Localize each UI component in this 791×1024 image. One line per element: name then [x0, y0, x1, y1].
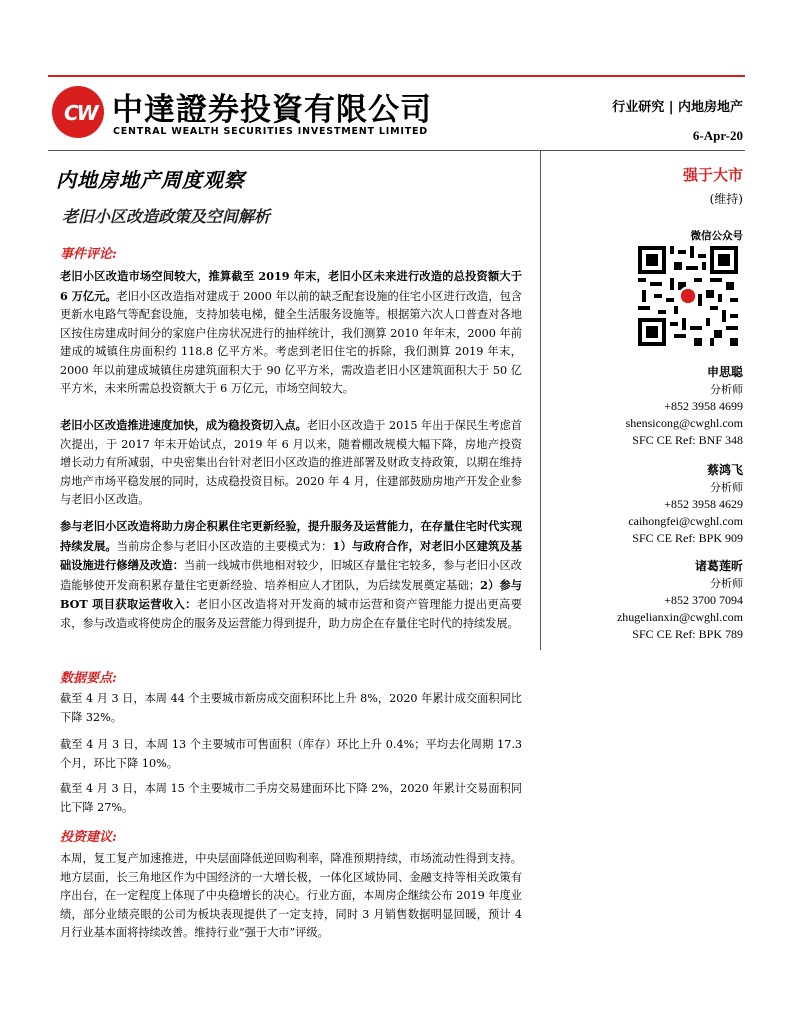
- event-p3-body-3: 老旧小区改造将对开发商的城市运营和资产管理能力提出更高要求，参与改造或将使房企的服务及运营能力得到提升，助力房企在存量住宅时代的持续发展。: [60, 598, 522, 630]
- header-divider: [48, 150, 745, 151]
- analyst-card: [617, 558, 743, 643]
- wechat-label: 微信公众号: [690, 230, 743, 242]
- analyst-name: 诸葛莲昕: [694, 559, 743, 573]
- header-top-rule: [48, 75, 745, 77]
- analyst-role: 分析师: [710, 577, 743, 590]
- section-heading-event: 事件评论:: [60, 247, 117, 262]
- rating-label: 强于大市: [682, 166, 743, 184]
- event-p1-body: 老旧小区改造指对建成于 2000 年以前的缺乏配套设施的住宅小区进行改造，包含更新水电路气等配套设施，支持加装电梯，健全生活服务设施等。根据第六次人口普查对各地区按住房建成时间分的家庭户住房状况进行的抽样统计，我们测算 2010 年年末，2000 年前建成的城镇住房面积约 118.8 亿平方米。考虑到老旧住宅的拆除，我们测算 2019 年末，2000 年以前建成城镇住房建筑面积大于 90 亿平方米，需改造老旧小区建筑面积大于 50 亿平方米，未来所需总投资额大于 6 万亿元，市场空间较大。: [60, 289, 522, 395]
- qr-code-icon: [638, 246, 738, 346]
- company-name-en: CENTRAL WEALTH SECURITIES INVESTMENT LIMITED: [113, 126, 428, 137]
- event-p1-lead: 老旧小区改造市场空间较大，推算截至 2019 年末，老旧小区未来进行改造的总投资额大于 6 万亿元。: [60, 269, 522, 303]
- analyst-card: [628, 462, 743, 547]
- analyst-ref: SFC CE Ref: BPK 909: [632, 531, 743, 545]
- report-date: 6-Apr-20: [692, 128, 743, 143]
- event-p3-body-1: 当前房企参与老旧小区改造的主要模式为：: [116, 539, 333, 553]
- report-category: 行业研究 | 内地房地产: [612, 100, 743, 115]
- advice-paragraph: 本周，复工复产加速推进，中央层面降低逆回购利率，降准预期持续，市场流动性得到支持。地方层面，长三角地区作为中国经济的一大增长极，一体化区域协同、金融支持等相关政策有序出台，在一定程度上体现了中央稳增长的决心。行业方面，本周房企继续公布 2019 年度业绩，部分业绩亮眼的公司为板块表现提供了一定支持，同时 3 月销售数据明显回暖，预计 4 月行业基本面将持续改善。维持行业“强于大市”评级。: [60, 852, 522, 939]
- page-title: 内地房地产周度观察: [56, 168, 245, 192]
- section-heading-advice: 投资建议:: [60, 830, 117, 845]
- analyst-card: [626, 364, 743, 449]
- analyst-email[interactable]: shensicong@cwghl.com: [625, 416, 743, 430]
- event-p2-body: 老旧小区改造于 2015 年出于保民生考虑首次提出，于 2017 年末开始试点，2019 年 6 月以来，随着棚改规模大幅下降，房地产投资增长动力有所减弱，中央密集出台针对老旧小区改造的推进部署及财政支持政策，以期在维持房地产市场平稳发展的同时，达成稳投资目标。2020 年 4 月，住建部鼓励房地产开发企业参与老旧小区改造。: [60, 419, 522, 506]
- data-item: 截至 4 月 3 日，本周 15 个主要城市二手房交易建面环比下降 2%，2020 年累计交易面积同比下降 27%。: [60, 782, 522, 814]
- rating-sub: (维持): [709, 192, 743, 206]
- analyst-name: 申思聪: [706, 365, 743, 379]
- company-name-cn: 中達證券投資有限公司: [112, 92, 432, 128]
- event-p3-mode-1: 1）与政府合作，对老旧小区建筑及基础设施进行修缮及改造：: [60, 538, 522, 572]
- event-p3-mode-2: 2）参与 BOT 项目获取运营收入：: [60, 577, 522, 611]
- column-divider: [540, 150, 541, 650]
- event-p3-body-2: 当前一线城市供地相对较少，旧城区存量住宅较多，参与老旧小区改造能够使开发商积累存量住宅更新经验、培养相应人才团队，为后续发展奠定基础；: [60, 559, 522, 592]
- event-paragraph-2: [60, 416, 522, 510]
- event-paragraph-3: [60, 517, 522, 633]
- analyst-email[interactable]: caihongfei@cwghl.com: [628, 514, 743, 528]
- event-p2-lead: 老旧小区改造推进速度加快，成为稳投资切入点。: [60, 418, 307, 432]
- data-item: 截至 4 月 3 日，本周 13 个主要城市可售面积（库存）环比上升 0.4%；平均去化周期 17.3 个月，环比下降 10%。: [60, 738, 522, 770]
- analyst-ref: SFC CE Ref: BPK 789: [632, 627, 743, 641]
- analyst-phone: +852 3700 7094: [664, 593, 743, 607]
- event-p3-lead: 参与老旧小区改造将助力房企积累住宅更新经验，提升服务及运营能力，在存量住宅时代实现持续发展。: [60, 519, 522, 553]
- analyst-phone: +852 3958 4629: [664, 497, 743, 511]
- analyst-name: 蔡鸿飞: [706, 463, 743, 477]
- analyst-phone: +852 3958 4699: [664, 399, 743, 413]
- analyst-role: 分析师: [710, 481, 743, 494]
- analyst-role: 分析师: [710, 383, 743, 396]
- page-subtitle: 老旧小区改造政策及空间解析: [62, 207, 271, 226]
- data-item: 截至 4 月 3 日，本周 44 个主要城市新房成交面积环比上升 8%，2020 年累计成交面积同比下降 32%。: [60, 692, 522, 724]
- section-heading-data: 数据要点:: [60, 671, 117, 686]
- analyst-ref: SFC CE Ref: BNF 348: [632, 433, 743, 447]
- logo-abbr: CW: [64, 101, 97, 125]
- analyst-email[interactable]: zhugelianxin@cwghl.com: [616, 610, 743, 624]
- event-paragraph-1: [60, 267, 522, 399]
